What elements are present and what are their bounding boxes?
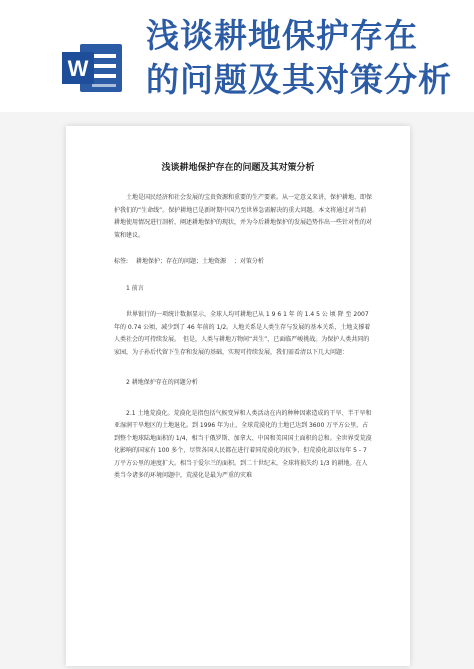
- word-icon: [62, 40, 124, 96]
- section-1-heading: 1 前言: [126, 284, 144, 292]
- section-1-paragraph: 世界银行的一项统计数据显示，全球人均可耕地已从 1 9 6 1 年 的 1.4 5 公 顷 降 至 2007 年的 0.74 公顷，减少到了 46 年前的 1/2。人地关系是人类生存与发展的基本关系，土地支撑着人类社会的可持续发展。 但是，人类与耕地万物间“共生”，已面临严峻挑战。为保护人类共同的家园，为子孙后代留下生存和发展的基础，实现可持续发展，我们需看清以下几大问题：: [114, 311, 371, 356]
- section-2-heading: 2 耕地保护存在的问题分析: [126, 379, 198, 386]
- keywords-2: ；对策分析: [233, 258, 264, 265]
- document-body: [114, 192, 372, 483]
- title-line-1: 浅谈耕地保护存在: [146, 16, 418, 55]
- abstract-paragraph: 土地是国民经济和社会发展的宝贵资源和重要的生产要素。从一定意义来讲，保护耕地、即保护我们的“生命线”。保护耕地已是新时期中国乃至世界急需解决的重大问题。本文将通过对当前耕地使用情况进行剖析，阐述耕地保护的现状，并为今后耕地保护的发展趋势作出一些针对性的对策和建议。: [114, 194, 373, 239]
- section-2-paragraph: 2.1 土地荒漠化。荒漠化是指包括气候变异和人类活动在内的种种因素造成的干旱、半干旱和亚湿润干旱地区的土地退化。到 1996 年为止，全球荒漠化的土地已达到 3600 万平方公里，占到整个地球陆地面积的 1/4，相当于俄罗斯、加拿大、中国和美国国土面积的总和。全世界受荒漠化影响的国家有 100 多个，尽管各国人民都在进行着同荒漠化的抗争，但荒漠化却以每年 5 - 7 万平方公里的速度扩大。相当于爱尔兰的面积。到二十世纪末，全球将损失约 1/3 的耕地。在人类当今诸多的环境问题中，荒漠化是最为严重的灾难: [114, 409, 372, 479]
- page-title: [146, 14, 466, 102]
- keywords-1: 耕地保护；存在的问题；土地资源: [135, 258, 226, 265]
- keywords-line: [114, 256, 372, 269]
- title-line-2: 的问题及其对策分析: [146, 60, 452, 99]
- document-page: [66, 126, 410, 666]
- keywords-label: 标签:: [114, 258, 129, 265]
- document-title: 浅谈耕地保护存在的问题及其对策分析: [161, 163, 315, 173]
- header-banner: [0, 0, 474, 112]
- svg-text:W: W: [67, 56, 89, 81]
